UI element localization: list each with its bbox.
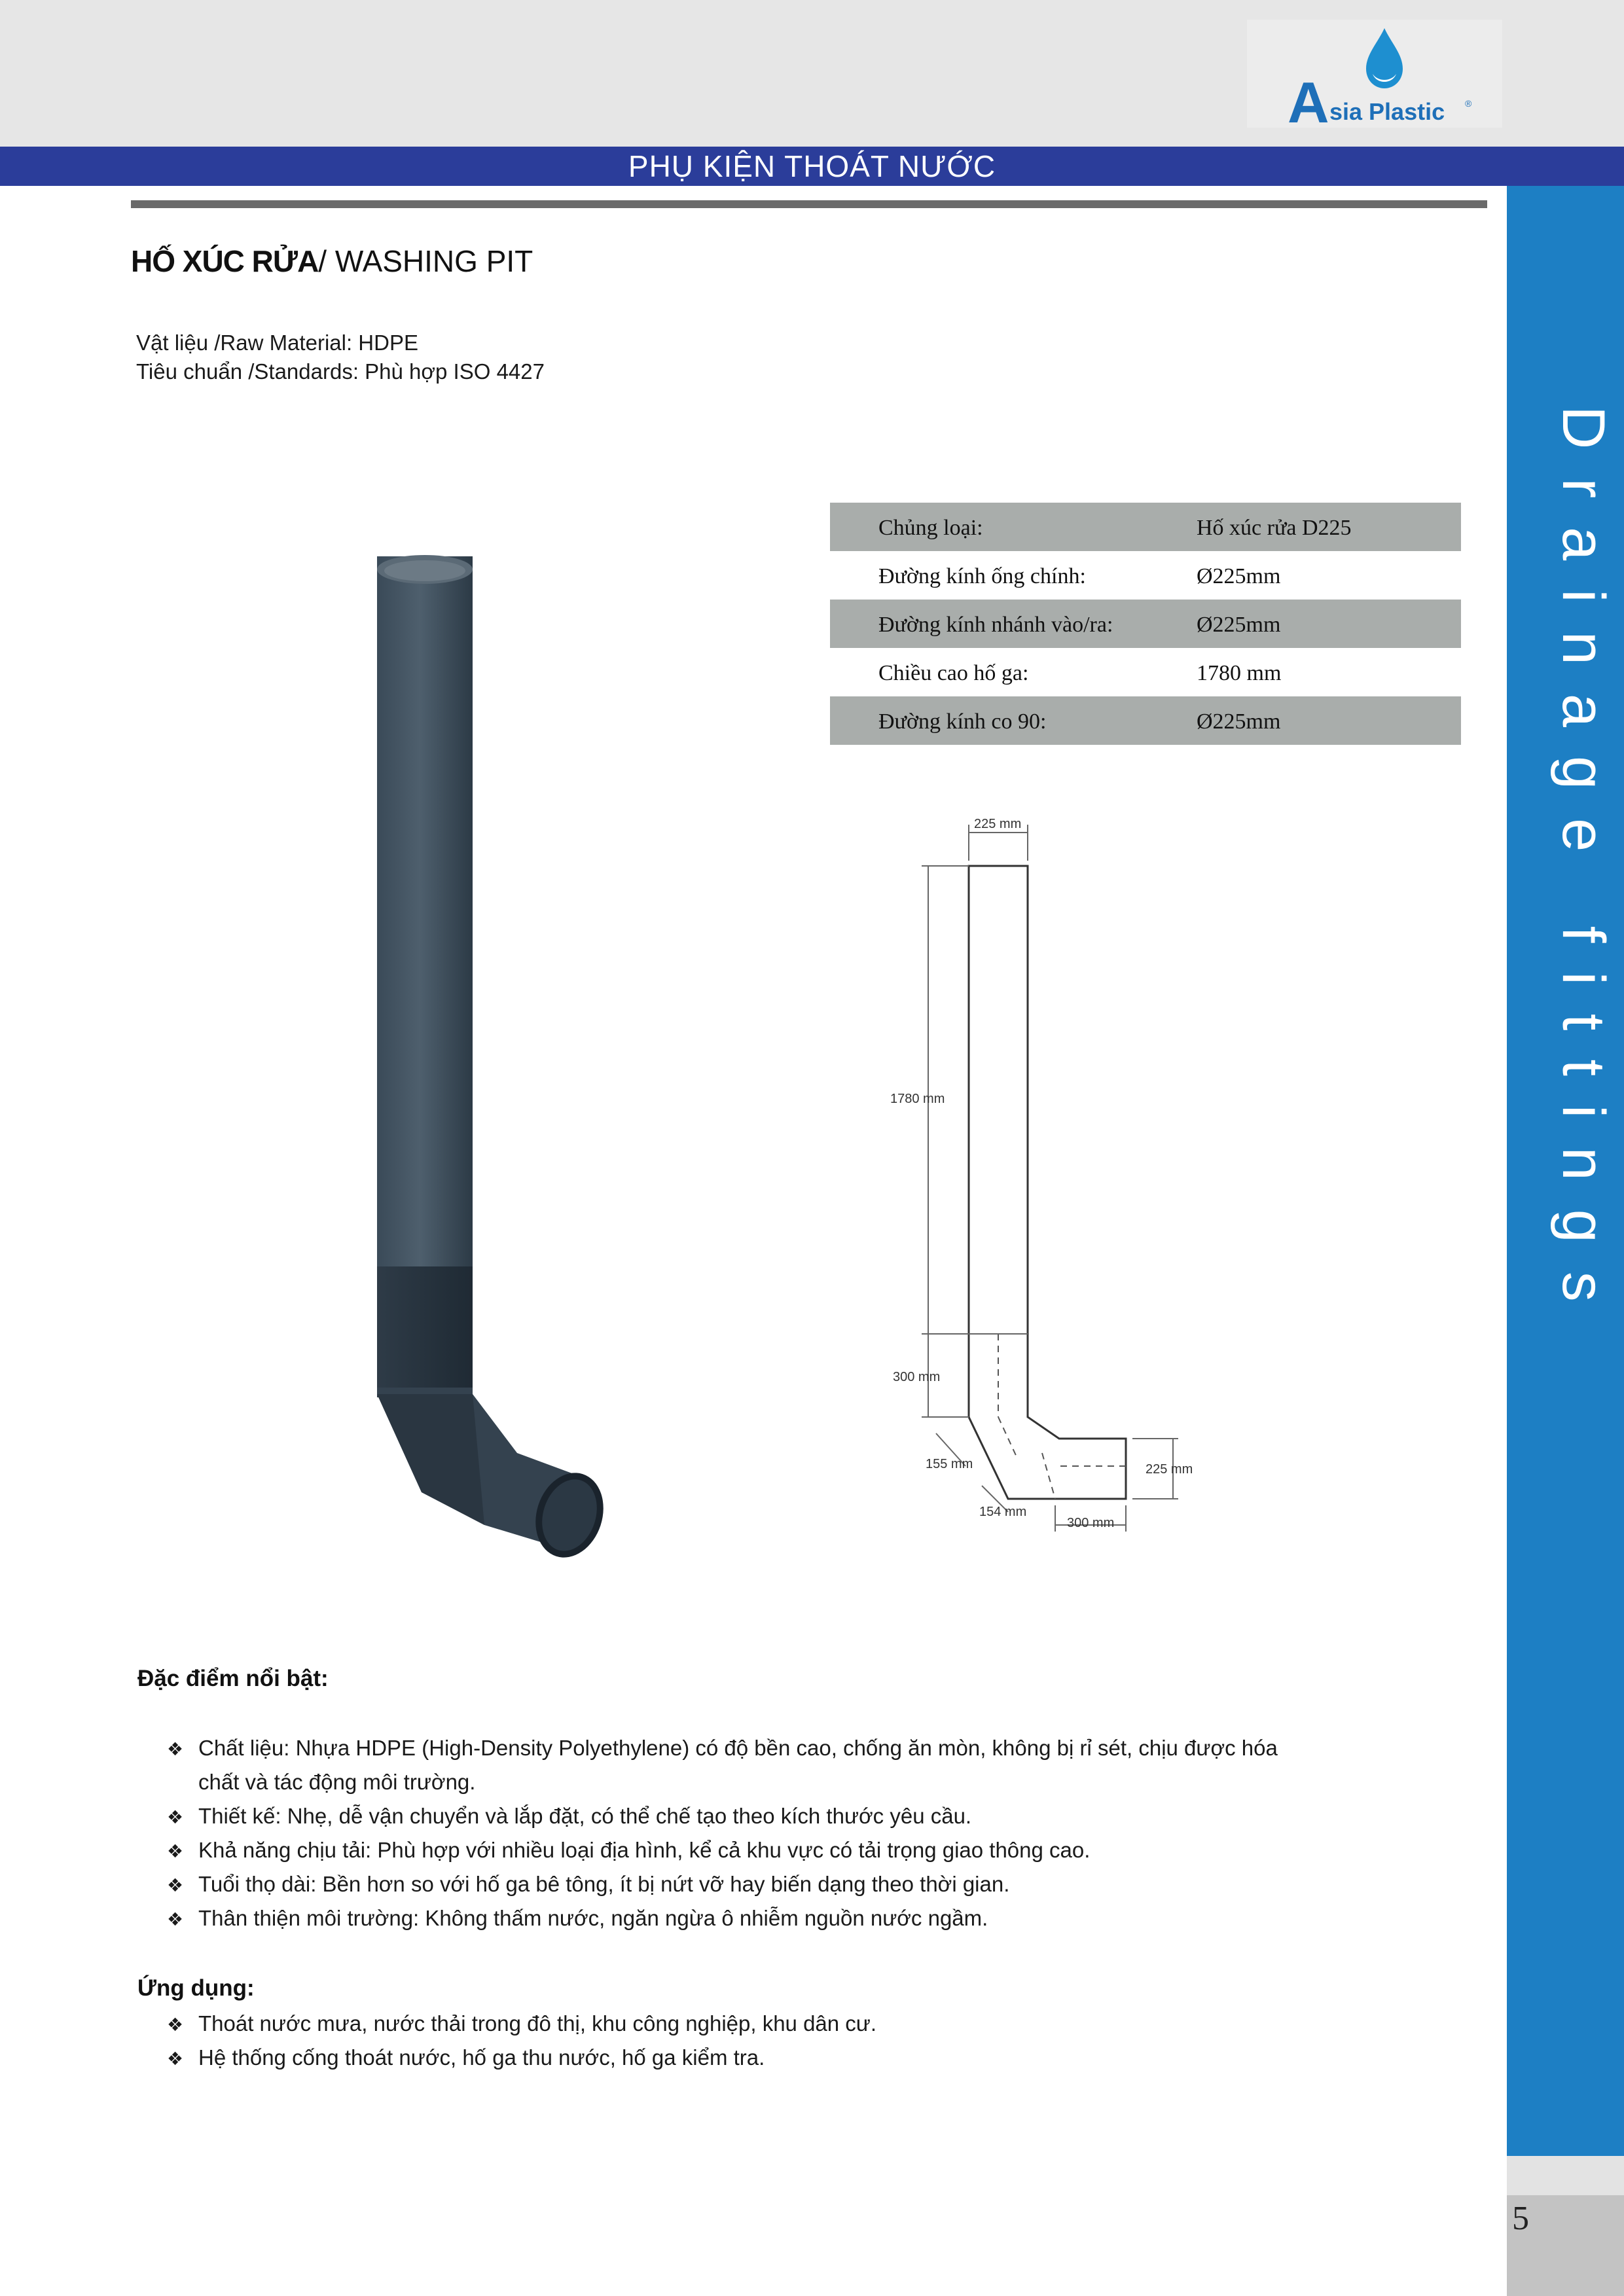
- bullet-diamond-icon: ❖: [167, 2048, 184, 2070]
- feature-item: [167, 1906, 988, 1931]
- dim-height-label: 1780 mm: [890, 1092, 945, 1106]
- bullet-diamond-icon: ❖: [167, 1840, 184, 1862]
- feature-item: [167, 1804, 971, 1829]
- dim-elbow-b-label: 154 mm: [979, 1505, 1027, 1519]
- application-text: Thoát nước mưa, nước thải trong đô thị, khu công nghiệp, khu dân cư.: [198, 2011, 877, 2036]
- dim-outlet-diameter-label: 225 mm: [1146, 1462, 1193, 1477]
- title-rule: [131, 200, 1487, 208]
- technical-drawing: [871, 805, 1237, 1545]
- feature-item: [167, 1736, 1278, 1761]
- banner-title: PHỤ KIỆN THOÁT NƯỚC: [628, 149, 996, 183]
- spec-row: [830, 551, 1461, 600]
- sidebar-label: [1507, 406, 1624, 1331]
- logo-graphic: [1280, 23, 1476, 128]
- applications-title: Ứng dụng:: [137, 1975, 255, 2001]
- spec-row: [830, 600, 1461, 648]
- feature-text: Thiết kế: Nhẹ, dễ vận chuyển và lắp đặt, có thể chế tạo theo kích thước yêu cầu.: [198, 1804, 972, 1828]
- dim-top-label: 225 mm: [974, 817, 1022, 831]
- dim-outlet-length-label: 300 mm: [1067, 1516, 1115, 1530]
- feature-text: Khả năng chịu tải: Phù hợp với nhiều loại địa hình, kể cả khu vực có tải trọng giao thông cao.: [198, 1838, 1091, 1862]
- application-text: Hệ thống cống thoát nước, hố ga thu nước, hố ga kiểm tra.: [198, 2045, 765, 2070]
- standard-line: Tiêu chuẩn /Standards: Phù hợp ISO 4427: [136, 359, 545, 384]
- dim-elbow-a-label: 155 mm: [926, 1457, 973, 1471]
- feature-text-continued: chất và tác động môi trường.: [198, 1770, 476, 1794]
- feature-item: [167, 1872, 1009, 1897]
- feature-text: Tuổi thọ dài: Bền hơn so với hố ga bê tông, ít bị nứt vỡ hay biến dạng theo thời gian.: [198, 1872, 1010, 1896]
- feature-text: Thân thiện môi trường: Không thấm nước, ngăn ngừa ô nhiễm nguồn nước ngầm.: [198, 1906, 988, 1930]
- company-logo: [1247, 20, 1502, 128]
- application-item: [167, 2011, 876, 2036]
- logo-registered-mark: ®: [1465, 98, 1472, 109]
- bullet-diamond-icon: ❖: [167, 1874, 184, 1896]
- spec-label: Chiều cao hố ga:: [878, 661, 1029, 685]
- features-title: Đặc điểm nổi bật:: [137, 1666, 329, 1691]
- spec-value: Hố xúc rửa D225: [1197, 516, 1352, 540]
- spec-value: Ø225mm: [1197, 709, 1281, 734]
- page-footer-strip: [1507, 2156, 1624, 2195]
- material-line: Vật liệu /Raw Material: HDPE: [136, 331, 418, 355]
- bullet-diamond-icon: ❖: [167, 1806, 184, 1828]
- page-title-english: / WASHING PIT: [318, 244, 533, 278]
- dim-lower-label: 300 mm: [893, 1370, 941, 1384]
- page-title-vietnamese: HỐ XÚC RỬA: [131, 244, 319, 278]
- spec-row: [830, 503, 1461, 551]
- spec-label: Đường kính nhánh vào/ra:: [878, 613, 1113, 637]
- bullet-diamond-icon: ❖: [167, 1909, 184, 1930]
- feature-text: Chất liệu: Nhựa HDPE (High-Density Polyethylene) có độ bền cao, chống ăn mòn, không bị rỉ sét, chịu được hóa: [198, 1736, 1278, 1760]
- bullet-diamond-icon: ❖: [167, 2014, 184, 2036]
- logo-letter: A: [1288, 70, 1329, 128]
- page-number: 5: [1512, 2200, 1529, 2237]
- spec-value: Ø225mm: [1197, 613, 1281, 637]
- spec-row: [830, 696, 1461, 745]
- application-item: [167, 2045, 765, 2070]
- logo-wordmark: sia Plastic: [1329, 98, 1445, 125]
- spec-value: Ø225mm: [1197, 564, 1281, 588]
- spec-label: Chủng loại:: [878, 516, 983, 540]
- spec-value: 1780 mm: [1197, 661, 1282, 685]
- spec-row: [830, 648, 1461, 696]
- washing-pit-product-image: [353, 543, 628, 1564]
- feature-item: [167, 1838, 1090, 1863]
- sidebar-text: Drainage fittings: [1550, 406, 1617, 1331]
- page-title: [131, 243, 533, 279]
- spec-label: Đường kính ống chính:: [878, 564, 1086, 588]
- bullet-diamond-icon: ❖: [167, 1738, 184, 1760]
- spec-table: [830, 503, 1461, 745]
- spec-label: Đường kính co 90:: [878, 709, 1047, 734]
